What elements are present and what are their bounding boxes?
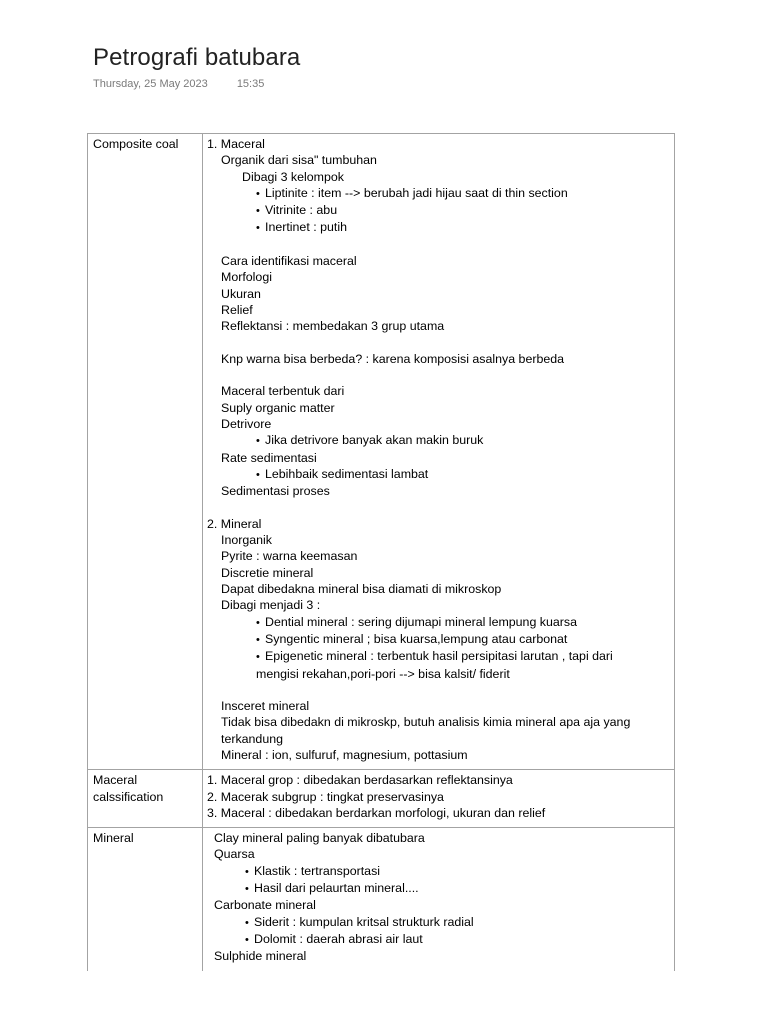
page-meta — [93, 78, 264, 90]
bullet-item: • Hasil dari pelaurtan mineral.... — [207, 880, 670, 897]
text-line: Relief — [221, 302, 253, 317]
text-line: Insceret mineral — [221, 699, 310, 714]
list-item: 1. Maceral — [207, 137, 265, 151]
row-label: Maceral calssification — [88, 770, 203, 827]
list-item: 1. Maceral grop : dibedakan berdasarkan reflektansinya — [207, 773, 513, 788]
text-line: Maceral terbentuk dari — [221, 384, 345, 399]
blank-line — [207, 237, 670, 253]
text-line: Reflektansi : membedakan 3 grup utama — [221, 319, 445, 334]
text-line: Knp warna bisa berbeda? : karena komposisi asalnya berbeda — [221, 351, 565, 366]
page-date: Thursday, 25 May 2023 — [93, 78, 208, 90]
table-row — [88, 770, 674, 828]
text-line: Dibagi menjadi 3 : — [221, 598, 321, 613]
text-line: Dapat dibedakna mineral bisa diamati di mikroskop — [221, 582, 502, 597]
row-content — [203, 134, 674, 769]
table-row — [88, 828, 674, 970]
text-line: Ukuran — [221, 286, 261, 301]
row-label: Mineral — [88, 828, 203, 970]
notes-table — [87, 133, 675, 971]
list-item: 3. Maceral : dibedakan berdarkan morfologi, ukuran dan relief — [207, 805, 546, 820]
blank-line — [207, 682, 670, 698]
text-line: Cara identifikasi maceral — [221, 254, 357, 269]
bullet-item: • Siderit : kumpulan kritsal strukturk radial — [207, 914, 670, 931]
bullet-item: • Klastik : tertransportasi — [207, 863, 670, 880]
row-content — [203, 770, 674, 827]
text-line: Pyrite : warna keemasan — [221, 549, 358, 564]
bullet-item: • Jika detrivore banyak akan makin buruk — [207, 432, 670, 449]
text-line: Dibagi 3 kelompok — [242, 169, 344, 184]
text-line: Sedimentasi proses — [221, 484, 330, 499]
text-line: Suply organic matter — [221, 400, 335, 415]
text-line: Rate sedimentasi — [221, 450, 317, 465]
table-row — [88, 134, 674, 770]
row-label: Composite coal — [88, 134, 203, 769]
text-line: Morfologi — [221, 270, 272, 285]
text-line: Tidak bisa dibedakn di mikroskp, butuh analisis kimia mineral apa aja yang — [221, 715, 631, 730]
bullet-item: • Vitrinite : abu — [207, 202, 670, 219]
bullet-item: • Epigenetic mineral : terbentuk hasil persipitasi larutan , tapi dari — [207, 648, 670, 665]
bullet-item: • Syngentic mineral ; bisa kuarsa,lempung atau carbonat — [207, 631, 670, 648]
text-line: Clay mineral paling banyak dibatubara — [214, 831, 425, 846]
text-line: Quarsa — [214, 847, 255, 862]
text-line: Carbonate mineral — [214, 898, 316, 913]
text-line: terkandung — [221, 731, 284, 746]
blank-line — [207, 367, 670, 383]
bullet-item: • Liptinite : item --> berubah jadi hijau saat di thin section — [207, 185, 670, 202]
text-line: Sulphide mineral — [214, 949, 307, 964]
list-item: 2. Mineral — [207, 516, 262, 531]
text-line: Discretie mineral — [221, 565, 314, 580]
text-line: Organik dari sisa" tumbuhan — [221, 153, 377, 168]
blank-line — [207, 500, 670, 516]
row-content — [203, 828, 674, 970]
text-line: Inorganik — [221, 533, 272, 548]
text-line: Mineral : ion, sulfuruf, magnesium, pottasium — [221, 747, 468, 762]
page-time: 15:35 — [236, 78, 265, 90]
text-line: Detrivore — [221, 417, 272, 432]
list-item: 2. Macerak subgrup : tingkat preservasinya — [207, 789, 444, 804]
bullet-item: • Dolomit : daerah abrasi air laut — [207, 931, 670, 948]
bullet-item: • Dential mineral : sering dijumapi mineral lempung kuarsa — [207, 614, 670, 631]
bullet-item: • Lebihbaik sedimentasi lambat — [207, 466, 670, 483]
blank-line — [207, 335, 670, 351]
bullet-item: • Inertinet : putih — [207, 219, 670, 236]
page-title: Petrografi batubara — [93, 44, 301, 71]
text-line: mengisi rekahan,pori-pori --> bisa kalsit/ fiderit — [256, 666, 510, 681]
